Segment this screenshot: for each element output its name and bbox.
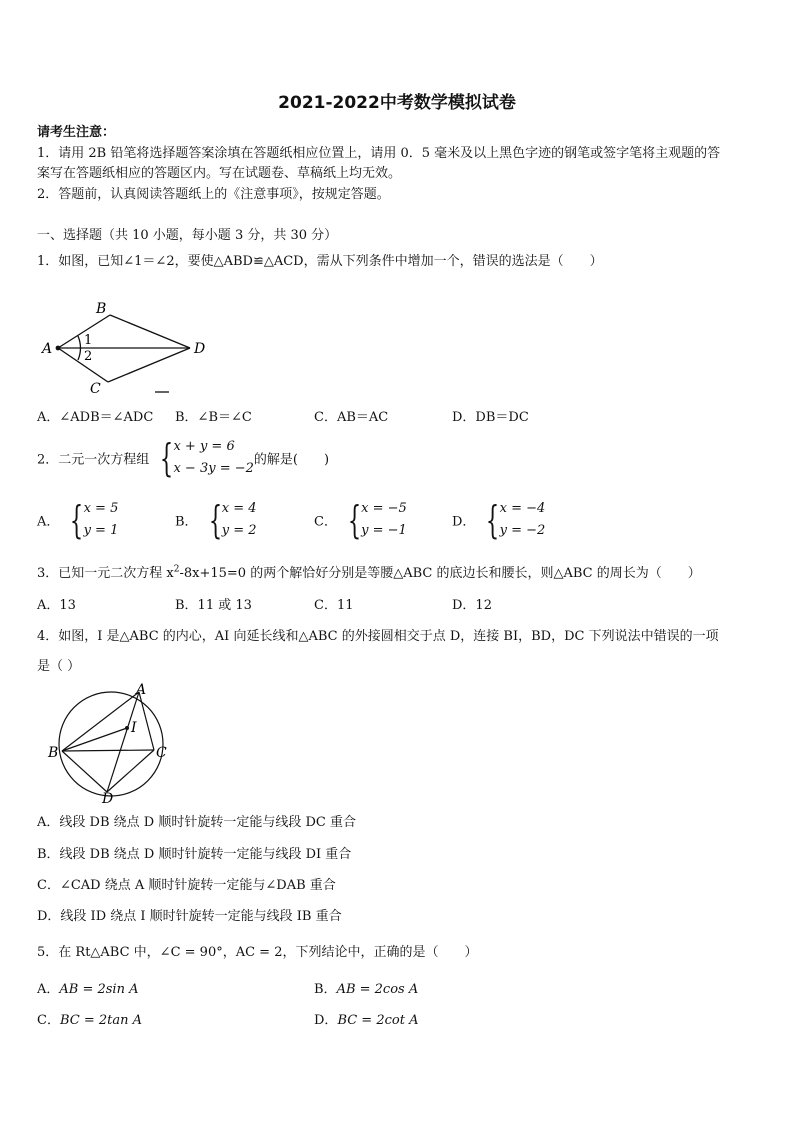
segment-bd (62, 751, 107, 792)
q1-option-a: A．∠ADB＝∠ADC (37, 410, 154, 425)
q2-option-label: C． (314, 514, 337, 530)
q4-figure (44, 680, 179, 805)
answer-x: x = 5 (83, 501, 119, 516)
option-label: C． (37, 1013, 60, 1028)
option-expression: AB = 2sin A (59, 982, 139, 997)
answer-x: x = 4 (221, 501, 257, 516)
option-expression: AB = 2cos A (336, 982, 419, 997)
q2-option-label: B． (175, 514, 198, 530)
page-title: 2021-2022中考数学模拟试卷 (278, 93, 516, 113)
q2-answer (222, 498, 257, 542)
q2-option-label: A． (37, 514, 60, 530)
brace-icon: { (70, 498, 84, 542)
brace-icon: { (160, 436, 174, 480)
notice-heading: 请考生注意： (37, 125, 116, 140)
q3-option-c: C．11 (314, 598, 354, 613)
q4-stem-line-1: 4．如图，I 是△ABC 的内心，AI 向延长线和△ABC 的外接圆相交于点 D，连接 BI，BD，DC 下列说法中错误的一项 (37, 629, 719, 644)
q3-stem-a: 3．已知一元二次方程 x (37, 566, 174, 581)
q5-option-c (37, 1009, 142, 1028)
q4-option-d: D．线段 ID 绕点 I 顺时针旋转一定能与线段 IB 重合 (37, 909, 342, 924)
q2-eq2: x − 3y = −2 (173, 461, 254, 476)
q5-option-a (37, 978, 138, 997)
q4-option-b: B．线段 DB 绕点 D 顺时针旋转一定能与线段 DI 重合 (37, 847, 352, 862)
brace-icon: { (208, 498, 222, 542)
label-d: D (102, 791, 114, 805)
option-expression: BC = 2tan A (59, 1013, 142, 1028)
q2-option-c (314, 498, 407, 542)
brace-icon: { (486, 498, 500, 542)
answer-y: y = −1 (361, 523, 407, 538)
q3-option-d: D．12 (452, 598, 492, 613)
answer-y: y = 1 (83, 523, 119, 538)
q3-superscript: 2 (173, 564, 180, 575)
option-label: A． (37, 982, 60, 997)
q4-option-a: A．线段 DB 绕点 D 顺时针旋转一定能与线段 DC 重合 (37, 815, 356, 830)
q2-suffix: 的解是( ) (253, 452, 330, 468)
segment-bc (62, 750, 154, 751)
q2-option-d (452, 498, 545, 542)
option-label: B． (314, 982, 337, 997)
q5-option-b (314, 978, 418, 997)
q3-option-b: B．11 或 13 (175, 598, 252, 613)
point-i (125, 726, 129, 730)
segment-ac (58, 348, 108, 382)
segment-bd (110, 315, 190, 348)
label-c: C (90, 381, 101, 397)
q2-answer (361, 498, 407, 542)
answer-x: x = −5 (361, 501, 407, 516)
label-d: D (194, 341, 206, 357)
notice-line-2: 案写在答题纸相应的答题区内。写在试题卷、草稿纸上均无效。 (37, 166, 402, 181)
q3-stem (37, 562, 701, 581)
q2-eq1: x + y = 6 (173, 439, 235, 454)
answer-x: x = −4 (499, 501, 546, 516)
label-i: I (131, 720, 137, 736)
q2-option-label: D． (452, 514, 476, 530)
answer-y: y = 2 (221, 523, 257, 538)
q1-option-b: B．∠B＝∠C (175, 410, 252, 425)
notice-line-1: 1．请用 2B 铅笔将选择题答案涂填在答题纸相应位置上，请用 0．5 毫米及以上黑色字迹的钢笔或签字笔将主观题的答 (37, 146, 721, 161)
option-expression: BC = 2cot A (337, 1013, 419, 1028)
q4-stem-line-2: 是（ ） (37, 659, 81, 674)
segment-ab (62, 692, 139, 751)
label-b: B (96, 301, 107, 317)
label-b: B (48, 745, 59, 761)
segment-ac (139, 692, 154, 750)
q5-stem: 5．在 Rt△ABC 中，∠C = 90°，AC = 2，下列结论中，正确的是（ ） (37, 945, 478, 960)
label-angle-2: 2 (84, 349, 93, 364)
q2-system (173, 436, 253, 480)
answer-y: y = −2 (499, 523, 546, 538)
q1-option-d: D．DB＝DC (452, 410, 529, 425)
q3-option-a: A．13 (37, 598, 76, 613)
label-a: A (136, 682, 147, 698)
q2-option-b (175, 498, 257, 542)
q3-stem-b: -8x+15=0 的两个解恰好分别是等腰△ABC 的底边长和腰长，则△ABC 的周长为（ ） (179, 566, 701, 581)
q2-option-a (37, 498, 118, 542)
q5-option-d (314, 1009, 418, 1028)
option-label: D． (314, 1013, 338, 1028)
q1-stem: 1．如图，已知∠1＝∠2，要使△ABD≌△ACD，需从下列条件中增加一个，错误的选法是（ ） (37, 254, 603, 269)
point-a (56, 346, 61, 351)
notice-line-3: 2．答题前，认真阅读答题纸上的《注意事项》，按规定答题。 (37, 187, 390, 202)
q2-answer (500, 498, 546, 542)
q2-stem (37, 436, 329, 480)
q2-prefix: 2．二元一次方程组 (37, 452, 150, 468)
segment-cd (108, 348, 190, 382)
q1-option-c: C．AB＝AC (314, 410, 389, 425)
brace-icon: { (347, 498, 362, 542)
section-heading: 一、选择题（共 10 小题，每小题 3 分，共 30 分） (37, 228, 338, 243)
label-a: A (42, 341, 53, 357)
label-c: C (156, 745, 167, 761)
q4-option-c: C．∠CAD 绕点 A 顺时针旋转一定能与∠DAB 重合 (37, 878, 336, 893)
label-angle-1: 1 (84, 333, 93, 348)
segment-bi (62, 728, 127, 751)
q2-answer (84, 498, 119, 542)
q1-figure (38, 298, 218, 398)
